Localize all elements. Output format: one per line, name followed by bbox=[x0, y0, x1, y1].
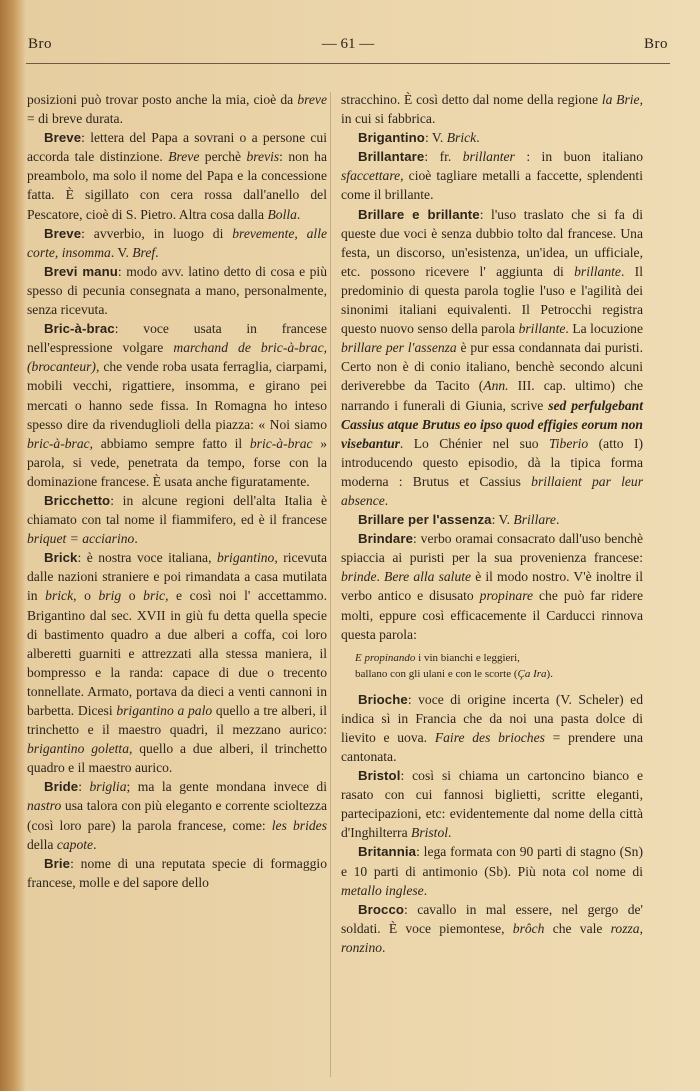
verse-line: ballano con gli ulani e con le scorte (Ça Ira). bbox=[355, 667, 553, 680]
entry-continuation: posizioni può trovar posto anche la mia, cioè da breve = di breve durata. bbox=[27, 92, 327, 127]
entry-brevi-manu: Brevi manu: modo avv. latino detto di cosa e più spesso di pecunia consegnata a mano, personalmente, senza ricevuta. bbox=[27, 263, 327, 318]
entry-brick: Brick: è nostra voce italiana, brigantino, ricevuta dalle nazioni straniere e poi rimandata a casa mutilata in brick, o brig o bric, e così noi l' accettammo. Brigantino dal sec. XVII in giù fu detta quella specie di bastimento quadro a due alberi a coffa, coi loro alberetti guarniti e attrezzati alla stessa maniera, il bompresso e la randa: capace di due o trecento tonnellate. Armato, portava da dieci a venti cannoni in barbetta. Dicesi brigantino a palo quello a tre alberi, il trinchetto e il maestro quadri, il mezzano aurico: brigantino goletta, quello a due alberi, il trinchetto quadro e il maestro aurico. bbox=[27, 550, 328, 776]
verse-line: E propinando i vin bianchi e leggieri, bbox=[355, 651, 520, 664]
headword: Breve bbox=[44, 225, 82, 241]
headword: Brioche bbox=[358, 691, 408, 707]
right-column bbox=[341, 90, 643, 957]
headword: Brillare per l'assenza bbox=[358, 512, 492, 528]
entry-bristol: Bristol: così si chiama un cartoncino bianco e rasato con cui fannosi biglietti, scritte eleganti, partecipazioni, etc: evidentemente dal nome della città d'Inghilterra Bristol. bbox=[341, 768, 643, 841]
header-rule bbox=[26, 63, 670, 64]
headword: Brie bbox=[44, 855, 71, 871]
entry-brindare: Brindare: verbo oramai consacrato dall'uso benchè spiaccia ai puristi per la sua provenienza francese: brinde. Bere alla salute è il modo nostro. V'è inoltre il verbo antico e disusato propinare che può far ridere molti, eppure così efficacemente il Carducci rinnova questa parola: bbox=[341, 531, 643, 642]
entry-bride: Bride: briglia; ma la gente mondana invece di nastro usa talora con più eleganto e corrente scioltezza (così loro pare) la parola francese, come: les brides della capote. bbox=[27, 779, 327, 852]
entry-bric-a-brac: Bric-à-brac: voce usata in francese nell'espressione volgare marchand de bric-à-brac, (brocanteur), che vende roba usata ferraglia, ciarpami, mobili vecchi, rigattiere, insomma, e girano pei mercati o hanno sede fissa. In Romagna ho inteso spesso dire da rivenduglioli della piazza: « Noi siamo bric-à-brac, abbiamo sempre fatto il bric-à-brac » parola, si vede, penetrata da tempo, forse con la dominazione francese. È usata anche figuratamente. bbox=[27, 321, 327, 489]
headword: Brigantino bbox=[358, 130, 425, 146]
entry-brillantare: Brillantare: fr. brillanter : in buon italiano sfaccettare, cioè tagliare metalli a faccette, splendenti come il brillante. bbox=[341, 149, 643, 203]
entry-britannia: Britannia: lega formata con 90 parti di stagno (Sn) e 10 parti di antimonio (Sb). Più nota col nome di metallo inglese. bbox=[341, 844, 643, 898]
entry-brioche: Brioche: voce di origine incerta (V. Scheler) ed indica sì in Francia che da noi una pasta dolce di lievito e uova. Faire des brioches = prendere una cantonata. bbox=[341, 691, 643, 764]
headword: Breve bbox=[44, 130, 82, 146]
entry-brillare-per-l-assenza: Brillare per l'assenza: V. Brillare. bbox=[358, 512, 560, 528]
running-head-left: Bro bbox=[28, 36, 52, 52]
entry-brillare-e-brillante: Brillare e brillante: l'uso traslato che si fa di queste due voci è senza dubbio tolto dal francese. Una festa, un discorso, un'esistenza, un'idea, un ufficiale, etc. possono ricevere l' aggiunta di brillante. Il predominio di questa parola toglie l'uso e l'agilità dei sinonimi italiani equivalenti. Il Petrocchi registra questo nuovo senso della parola brillante. La locuzione brillare per l'assenza è pur essa condannata dai puristi. Certo non è di conio italiano, benchè secondo alcuni deriverebbe da Tacito (Ann. III. cap. ultimo) che narrando i funerali di Giunia, scrive sed perfulgebant Cassius atque Brutus eo ipso quod effigies eorum non visebantur. Lo Chénier nel suo Tiberio (atto I) introducendo questo episodio, dà la tipica forma moderna : Brutus et Cassius brillaient par leur absence. bbox=[341, 206, 644, 508]
headword: Brillare e brillante bbox=[358, 206, 480, 222]
entry-brie: Brie: nome di una reputata specie di formaggio francese, molle e del sapore dello bbox=[27, 855, 327, 890]
verse-quotation bbox=[341, 650, 643, 682]
headword: Bristol bbox=[358, 768, 401, 784]
entry-brigantino: Brigantino: V. Brick. bbox=[358, 130, 480, 146]
headword: Bride bbox=[44, 779, 79, 795]
page-number: — 61 — bbox=[321, 36, 375, 52]
headword: Brick bbox=[44, 550, 78, 566]
headword: Brillantare bbox=[358, 149, 425, 165]
entry-bricchetto: Bricchetto: in alcune regioni dell'alta Italia è chiamato con tal nome il fiammifero, ed è il francese briquet = acciarino. bbox=[27, 492, 327, 547]
headword: Brocco bbox=[358, 901, 405, 917]
headword: Bricchetto bbox=[44, 492, 111, 508]
entry-continuation: stracchino. È così detto dal nome della regione la Brie, in cui si fabbrica. bbox=[341, 92, 643, 127]
entry-breve-avverbio: Breve: avverbio, in luogo di brevemente, alle corte, insomma. V. Bref. bbox=[27, 225, 327, 260]
headword: Bric-à-brac bbox=[44, 321, 115, 337]
left-column bbox=[27, 90, 327, 892]
column-divider bbox=[330, 92, 331, 1077]
headword: Brindare bbox=[358, 531, 414, 547]
entry-brocco: Brocco: cavallo in mal essere, nel gergo de' soldati. È voce piemontese, brôch che vale rozza, ronzino. bbox=[341, 901, 643, 955]
running-head-right: Bro bbox=[644, 36, 668, 52]
headword: Brevi manu bbox=[44, 263, 118, 279]
running-head bbox=[28, 36, 668, 58]
entry-breve: Breve: lettera del Papa a sovrani o a persone cui accorda tale distinzione. Breve perchè brevis: non ha preambolo, ma solo il nome del Papa e la concessione fatta. È sigillato con cera rossa dall'anello del Pescatore, cioè di S. Pietro. Altra cosa dalla Bolla. bbox=[27, 130, 328, 222]
headword: Britannia bbox=[358, 844, 417, 860]
